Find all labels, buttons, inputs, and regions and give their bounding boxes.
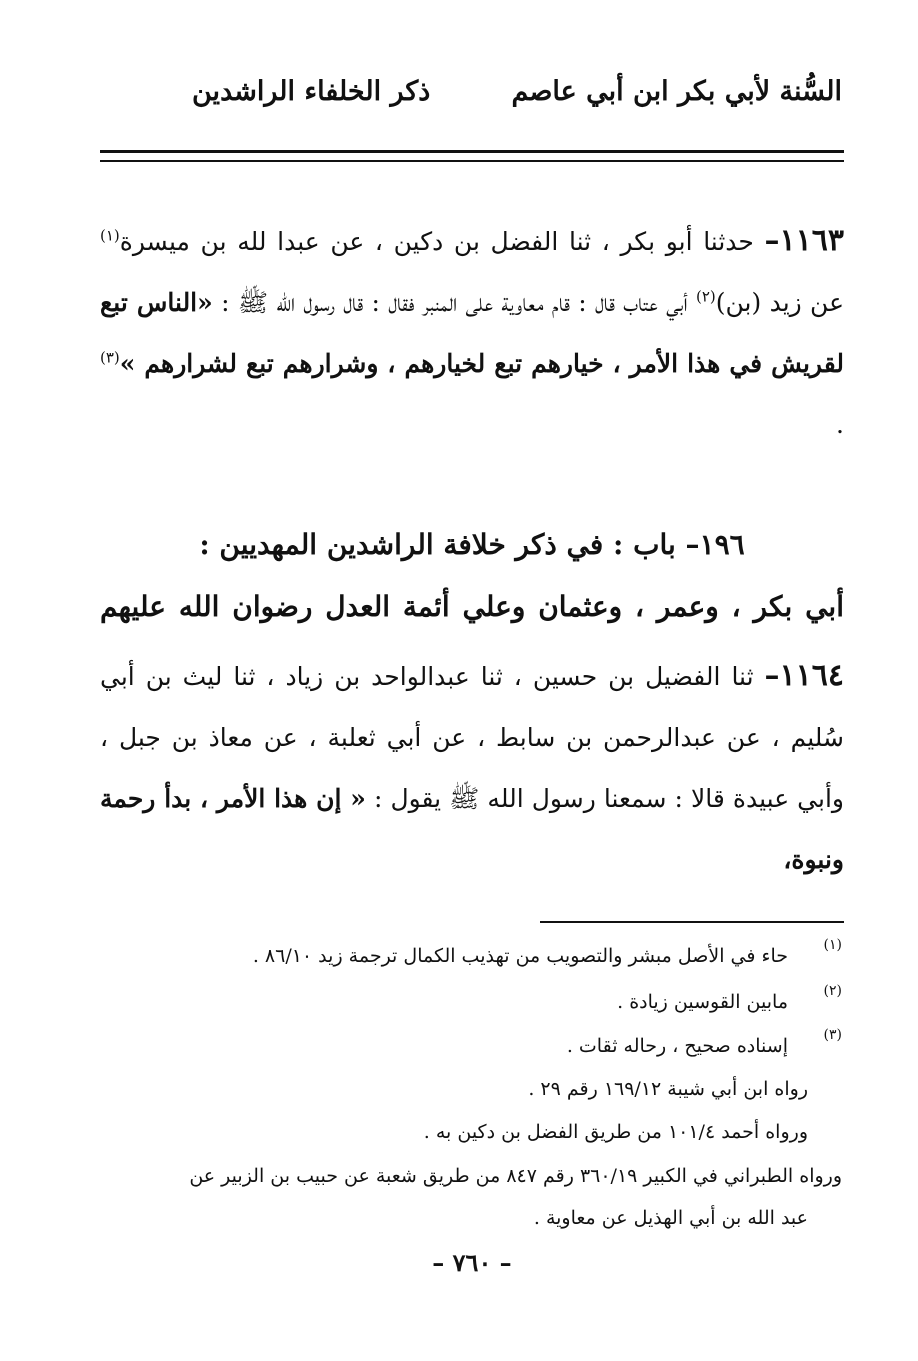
header-rule-thin xyxy=(100,160,844,162)
hadith-quote: « إن هذا الأمر ، بدأ رحمة ونبوة، xyxy=(100,784,844,874)
footnote-ref: (٣) xyxy=(100,348,120,367)
header-section-title: ذكر الخلفاء الراشدين xyxy=(192,76,431,107)
hadith-number: ١١٦٣– xyxy=(764,223,844,258)
header-book-title: السُّنة لأبي بكر ابن أبي عاصم xyxy=(511,76,842,107)
hadith-number: ١١٦٤– xyxy=(764,658,844,693)
hadith-1164 xyxy=(100,645,844,890)
footnote-mark: (١) xyxy=(823,937,842,953)
footnote-text: مابين القوسين زيادة . xyxy=(617,991,788,1013)
footnote-text: ورواه الطبراني في الكبير ٣٦٠/١٩ رقم ٨٤٧ من طريق شعبة عن حبيب بن الزبير عن xyxy=(189,1165,842,1187)
footnote-text: عبد الله بن أبي الهذيل عن معاوية . xyxy=(533,1207,808,1229)
hadith-quote: «الناس تبع لقريش في هذا الأمر ، خيارهم تبع لخيارهم ، وشرارهم تبع لشرارهم » xyxy=(100,288,844,378)
page-number: – ٧٦٠ – xyxy=(432,1248,512,1277)
header-rule-thick xyxy=(100,150,844,153)
hadith-text: عن زيد (بن) xyxy=(715,288,844,317)
hadith-text: ثنا الفضيل بن حسين ، ثنا عبدالواحد بن زياد ، ثنا ليث بن أبي سُليم ، عن عبدالرحمن بن سابط ، عن أبي ثعلبة ، عن معاذ بن جبل ، وأبي عبيدة قالا : سمعنا رسول الله ﷺ يقول : xyxy=(100,662,844,813)
chapter-title: ١٩٦– باب : في ذكر خلافة الراشدين المهديين : xyxy=(199,528,745,561)
chapter-subtitle: أبي بكر ، وعمر ، وعثمان وعلي أئمة العدل رضوان الله عليهم xyxy=(100,590,844,623)
hadith-1163 xyxy=(100,210,844,455)
footnote-ref: (٢) xyxy=(695,287,716,306)
footnote-mark: (٣) xyxy=(823,1027,842,1043)
footnote-text: رواه ابن أبي شيبة ١٦٩/١٢ رقم ٢٩ . xyxy=(528,1078,808,1100)
footnote-ref: (١) xyxy=(100,226,120,245)
hadith-text: أبي عتاب قال : قام معاوية على المنبر فقال : قال رسول الله ﷺ : xyxy=(221,288,688,317)
footnote-mark: (٢) xyxy=(823,983,842,999)
footnote-text: إسناده صحيح ، رحاله ثقات . xyxy=(566,1035,788,1057)
hadith-end: . xyxy=(836,410,844,439)
footnote-text: حاء في الأصل مبشر والتصويب من تهذيب الكمال ترجمة زيد ٨٦/١٠ . xyxy=(252,945,788,967)
hadith-text: حدثنا أبو بكر ، ثنا الفضل بن دكين ، عن عبدا لله بن ميسرة xyxy=(119,227,754,256)
footnote-separator xyxy=(540,921,844,923)
footnote-text: ورواه أحمد ١٠١/٤ من طريق الفضل بن دكين به . xyxy=(423,1121,808,1143)
